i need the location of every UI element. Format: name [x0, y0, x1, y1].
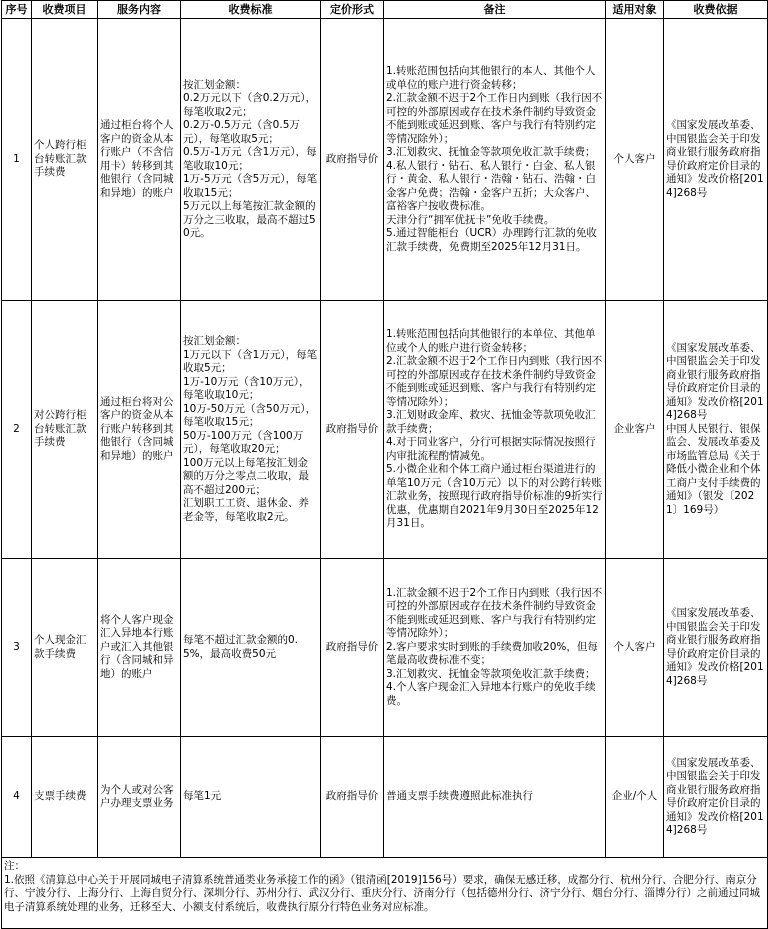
remarks — [384, 737, 606, 858]
applicable-target: 个人客户 — [606, 19, 664, 301]
basis-line: 《国家发展改革委、中国银监会关于印发商业银行服务政府指导价政府定价目录的通知》发改价格[2014]268号 — [666, 119, 764, 199]
service-content: 通过柜台将对公客户的资金从本行账户转移到其他银行（含同城和异地）的账户 — [98, 301, 181, 559]
fee-standard — [181, 301, 321, 559]
fee-standard-line: 按汇划金额： — [183, 78, 246, 91]
fee-standard-line: 0.2万元以下（含0.2万元），每笔收取2元； — [183, 92, 317, 118]
note-item: 1.依照《清算总中心关于开展同城电子清算系统普通类业务承接工作的函》（银清函[2019]156号）要求，确保无感迁移，成都分行、杭州分行、合肥分行、南京分行、宁波分行、上海分行、上海自贸分行、深圳分行、苏州分行、武汉分行、重庆分行、济南分行（包括德州分行、济宁分行、烟台分行、淄博分行）之前通过同城电子清算系统处理的业务，迁移至大、小额支付系统后，收费执行原分行特色业务对应标准。 — [4, 873, 760, 913]
remark-line: 4.私人银行・钻石、私人银行・白金、私人银行・黄金、私人银行・浩翰・钻石、浩翰・白金客户免费；浩翰・金客户五折；大众客户、富裕客户按收费标准。 — [386, 159, 596, 212]
fee-standard-line: 10万-50万元（含50万元），每笔收取15元； — [183, 402, 317, 428]
remark-line: 4.个人客户现金汇入异地本行账户的免收手续费。 — [386, 681, 596, 707]
header-standard: 收费标准 — [181, 1, 321, 19]
remarks — [384, 19, 606, 301]
fee-basis — [664, 737, 768, 858]
pricing-form: 政府指导价 — [321, 737, 384, 858]
basis-line: 中国人民银行、银保监会、发展改革委及市场监管总局《关于降低小微企业和个体工商户支付手续费的通知》（银发〔2021〕169号） — [666, 422, 761, 516]
row-no: 2 — [2, 301, 32, 559]
row-no: 4 — [2, 737, 32, 858]
remark-line: 4.对于同业客户，分行可根据实际情况按照行内审批流程酌情减免。 — [386, 436, 596, 462]
fee-standard — [181, 559, 321, 737]
fee-standard-line: 0.2万-0.5万元（含0.5万元），每笔收取5元； — [183, 119, 300, 145]
remark-line: 3.汇划救灾、抚恤金等款项免收汇款手续费； — [386, 667, 596, 680]
remark-line: 2.汇款金额不迟于2个工作日内到账（我行因不可控的外部原因或存在技术条件制约导致资金不能到账或延迟到账、客户与我行有特别约定等情况除外）； — [386, 355, 603, 408]
remark-line: 2.汇款金额不迟于2个工作日内到账（我行因不可控的外部原因或存在技术条件制约导致资金不能到账或延迟到账、客户与我行有特别约定等情况除外）； — [386, 92, 603, 145]
pricing-form: 政府指导价 — [321, 559, 384, 737]
header-item: 收费项目 — [32, 1, 98, 19]
remark-line: 1.汇款金额不迟于2个工作日内到账（我行因不可控的外部原因或存在技术条件制约导致资金不能到账或延迟到账、客户与我行有特别约定等情况除外）； — [386, 586, 603, 640]
remark-line: 2.客户要求实时到账的手续费加收20%，但每笔最高收费标准不变； — [386, 640, 598, 667]
applicable-target: 企业客户 — [606, 301, 664, 559]
header-content: 服务内容 — [98, 1, 181, 19]
header-pricing: 定价形式 — [321, 1, 384, 19]
fee-standard-line: 1万元以下（含1万元），每笔收取5元； — [183, 348, 318, 374]
header-no: 序号 — [2, 1, 32, 19]
notes — [2, 858, 768, 929]
fee-standard — [181, 737, 321, 858]
fee-table — [1, 0, 768, 929]
remark-line: 普通支票手续费遵照此标准执行 — [386, 790, 533, 803]
fee-standard-line: 汇划职工工资、退休金、养老金等，每笔收取2元。 — [183, 497, 309, 523]
table-row — [2, 301, 768, 559]
remark-line: 1.转账范围包括向其他银行的本人、其他个人或单位的账户进行资金转移； — [386, 65, 596, 91]
remark-line: 3.汇划财政金库、救灾、抚恤金等款项免收汇款手续费； — [386, 409, 596, 435]
table-row — [2, 19, 768, 301]
fee-standard — [181, 19, 321, 301]
service-content: 通过柜台将个人客户的资金从本行账户（不含信用卡）转移到其他银行（含同城和异地）的账户 — [98, 19, 181, 301]
fee-standard-line: 100万元以上每笔按汇划金额的万分之零点二收取，最高不超过200元； — [183, 456, 309, 496]
fee-standard-line: 按汇划金额： — [183, 335, 246, 347]
header-row — [2, 1, 768, 19]
remark-line: 天津分行“拥军优抚卡”免收手续费。 — [386, 213, 555, 226]
header-target: 适用对象 — [606, 1, 664, 19]
notes-row — [2, 858, 768, 929]
table-row — [2, 559, 768, 737]
fee-basis — [664, 559, 768, 737]
remarks — [384, 301, 606, 559]
basis-line: 《国家发展改革委、中国银监会关于印发商业银行服务政府指导价政府定价目录的通知》发改价格[2014]268号 — [666, 756, 764, 836]
basis-line: 《国家发展改革委、中国银监会关于印发商业银行服务政府指导价政府定价目录的通知》发改价格[2014]268号 — [666, 341, 764, 422]
applicable-target: 企业/个人 — [606, 737, 664, 858]
fee-standard-line: 0.5万-1万元（含1万元），每笔收取10元； — [183, 146, 317, 172]
remark-line: 5.小微企业和个体工商户通过柜台渠道进行的单笔10万元（含10万元）以下的对公跨行转账汇款业务，按照现行政府指导价标准的9折实行优惠，优惠期自2021年9月30日至2025年12月31日。 — [386, 463, 603, 530]
service-content: 将个人客户现金汇入异地本行账户或汇入其他银行（含同城和异地）的账户 — [98, 559, 181, 737]
basis-line: 《国家发展改革委、中国银监会关于印发商业银行服务政府指导价政府定价目录的通知》发改价格[2014]268号 — [666, 607, 764, 687]
fee-basis — [664, 19, 768, 301]
remark-line: 5.通过智能柜台（UCR）办理跨行汇款的免收汇款手续费，免费期至2025年12月31日。 — [386, 227, 597, 253]
fee-item: 支票手续费 — [32, 737, 98, 858]
fee-item: 个人现金汇款手续费 — [32, 559, 98, 737]
fee-item: 个人跨行柜台转账汇款手续费 — [32, 19, 98, 301]
fee-standard-line: 50万-100万元（含100万元），每笔收取20元； — [183, 429, 304, 455]
row-no: 3 — [2, 559, 32, 737]
fee-standard-line: 5万元以上每笔按汇款金额的万分之三收取，最高不超过50元。 — [183, 200, 316, 239]
fee-standard-line: 每笔1元 — [183, 790, 222, 803]
row-no: 1 — [2, 19, 32, 301]
pricing-form: 政府指导价 — [321, 19, 384, 301]
fee-standard-line: 每笔不超过汇款金额的0.5%，最高收费50元 — [183, 634, 299, 660]
remark-line: 3.汇划救灾、抚恤金等款项免收汇款手续费； — [386, 146, 596, 158]
header-remarks: 备注 — [384, 1, 606, 19]
service-content: 为个人或对公客户办理支票业务 — [98, 737, 181, 858]
fee-basis — [664, 301, 768, 559]
fee-item: 对公跨行柜台转账汇款手续费 — [32, 301, 98, 559]
table-row — [2, 737, 768, 858]
applicable-target: 个人客户 — [606, 559, 664, 737]
fee-standard-line: 1万-5万元（含5万元），每笔收取15元； — [183, 173, 318, 199]
notes-title: 注： — [4, 860, 25, 872]
fee-standard-line: 1万-10万元（含10万元），每笔收取10元； — [183, 375, 310, 401]
remark-line: 1.转账范围包括向其他银行的本单位、其他单位或个人的账户进行资金转移； — [386, 328, 596, 354]
header-basis: 收费依据 — [664, 1, 768, 19]
pricing-form: 政府指导价 — [321, 301, 384, 559]
remarks — [384, 559, 606, 737]
